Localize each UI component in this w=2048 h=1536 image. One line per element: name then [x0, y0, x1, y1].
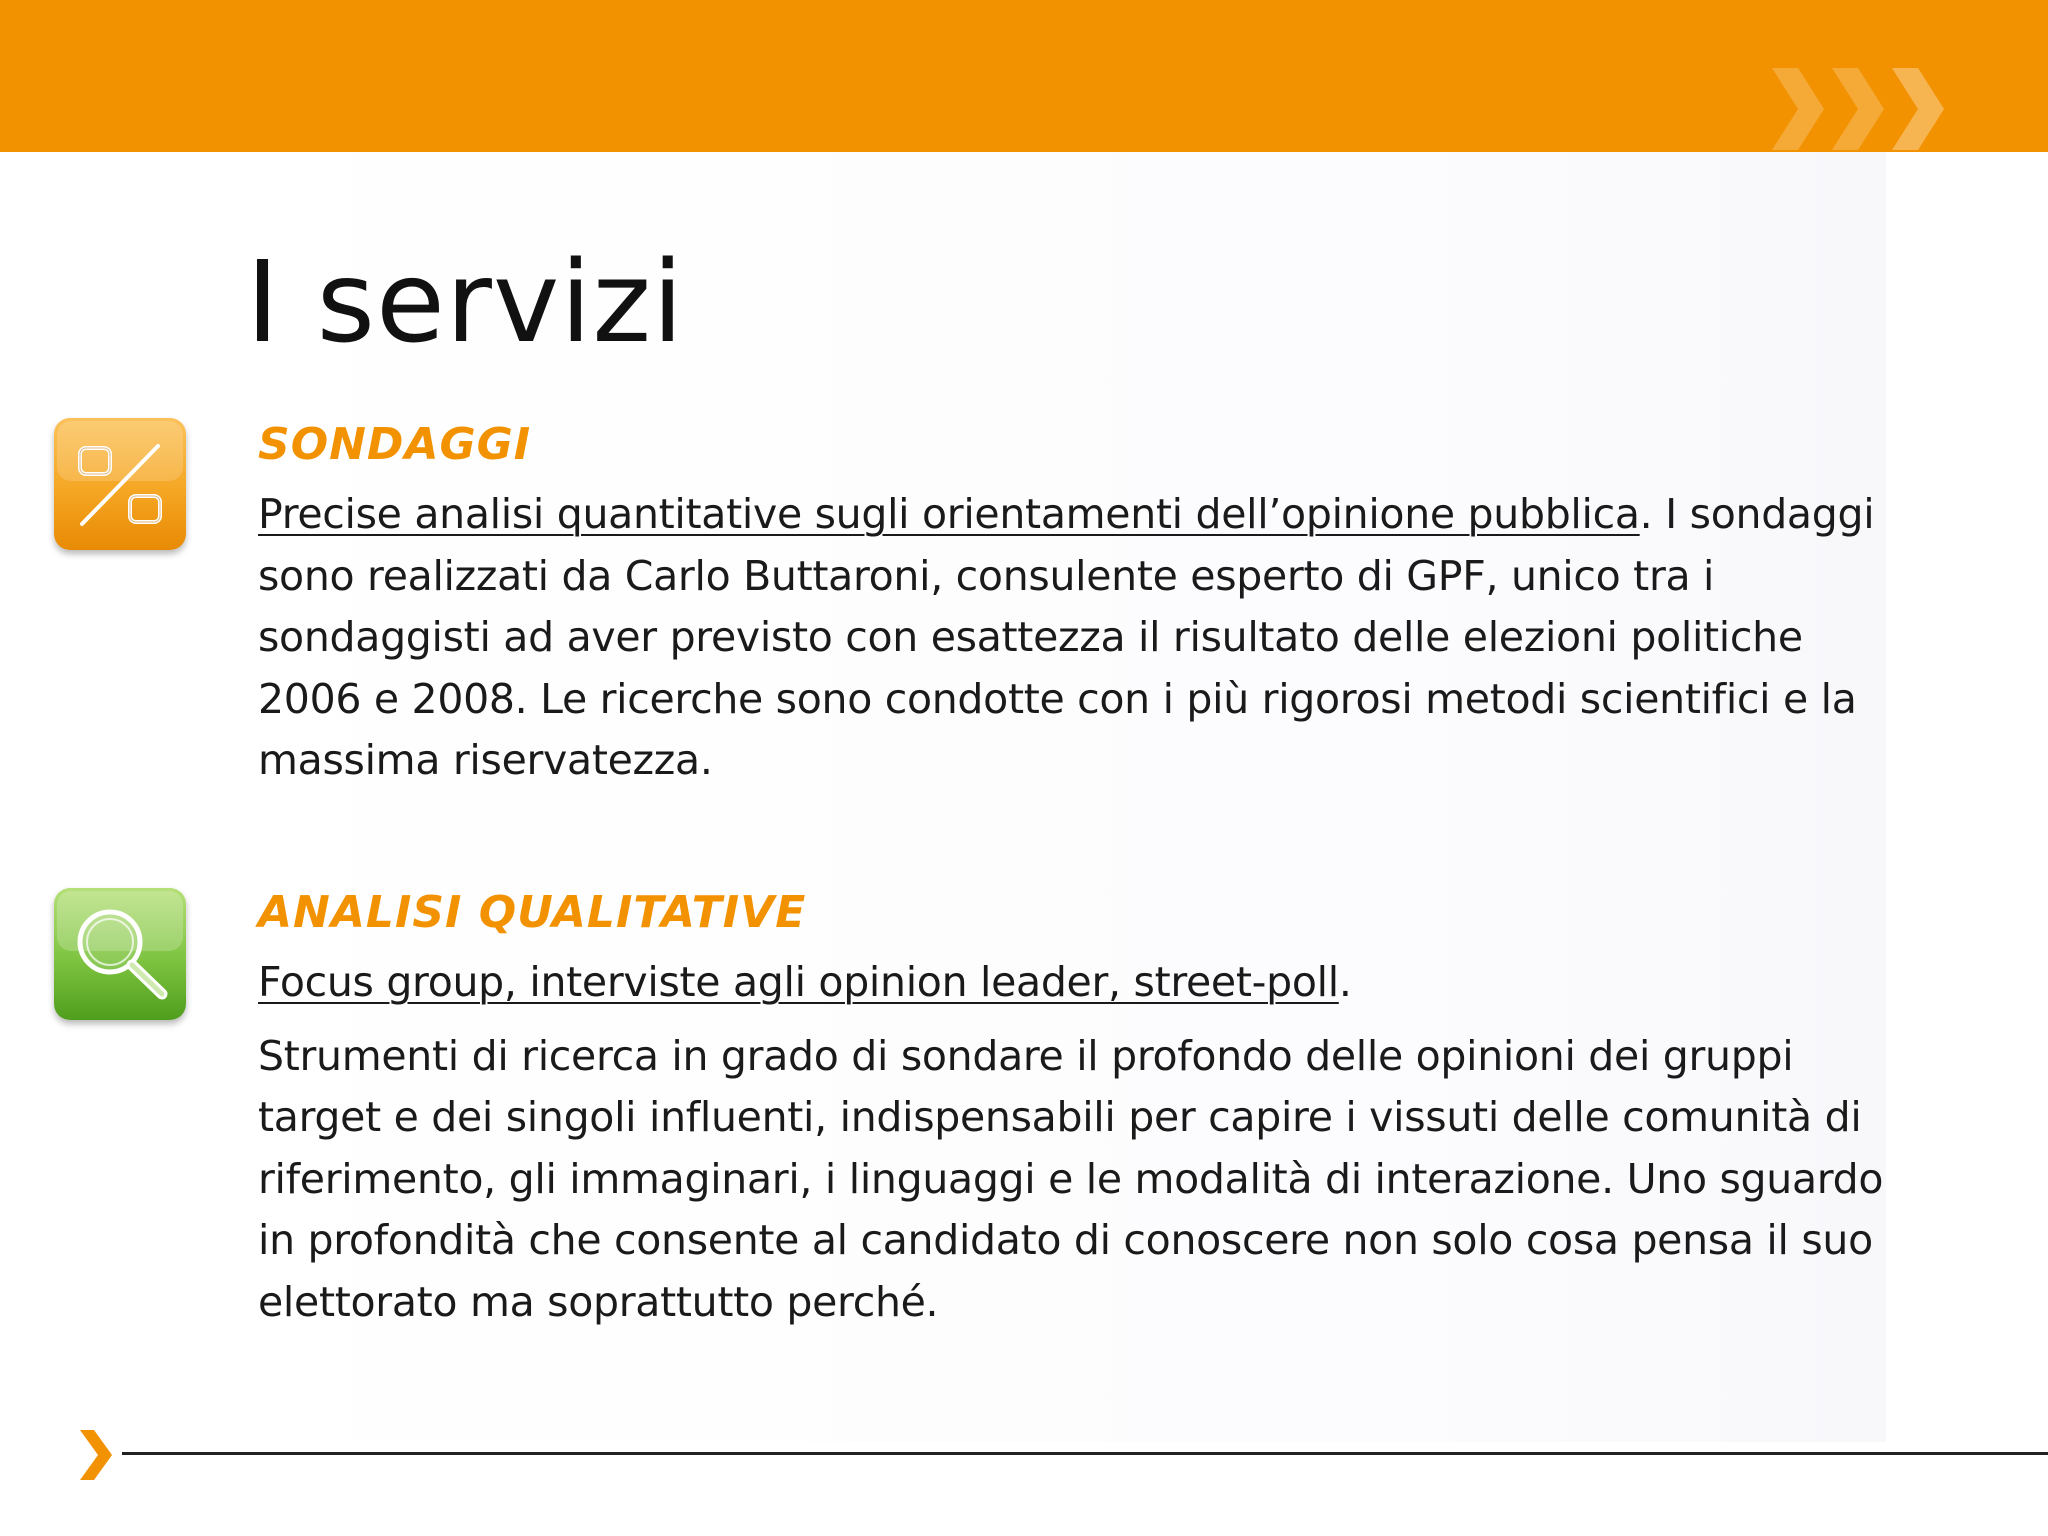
section-sondaggi: [258, 412, 1898, 792]
chevrons-decoration-icon: [1772, 66, 1948, 152]
lead-punctuation: .: [1338, 958, 1352, 1006]
section-heading: ANALISI QUALITATIVE: [258, 887, 807, 938]
section-heading: SONDAGGI: [258, 419, 532, 470]
magnifier-icon: [54, 888, 186, 1020]
underlined-lead: Precise analisi quantitative sugli orientamenti dell’opinione pubblica: [258, 490, 1640, 538]
chevron-right-icon: [80, 1430, 114, 1480]
header-bar: [0, 0, 2048, 152]
percent-icon: [54, 418, 186, 550]
section-lead-paragraph: [258, 952, 1898, 1014]
section-analisi-qualitative: [258, 880, 1898, 1333]
underlined-lead: Focus group, interviste agli opinion leader, street-poll: [258, 958, 1339, 1006]
footer-divider: [122, 1452, 2048, 1455]
section-paragraph: Strumenti di ricerca in grado di sondare il profondo delle opinioni dei gruppi target e dei singoli influenti, indispensabili per capire i vissuti delle comunità di riferimento, gli immaginari, i linguaggi e le modalità di interazione. Uno sguardo in profondità che consente al candidato di conoscere non solo cosa pensa il suo elettorato ma soprattutto perché.: [258, 1031, 1884, 1326]
paragraph-text: . I sondaggi sono realizzati da Carlo Buttaroni, consulente esperto di GPF, unico tra i sondaggisti ad aver previsto con esattezza il risultato delle elezioni politiche 2006 e 2008. Le ricerche sono condotte con i più rigorosi metodi scientifici e la massima riservatezza.: [258, 490, 1875, 784]
section-paragraph: [258, 484, 1898, 792]
slide-title: I servizi: [246, 238, 685, 368]
